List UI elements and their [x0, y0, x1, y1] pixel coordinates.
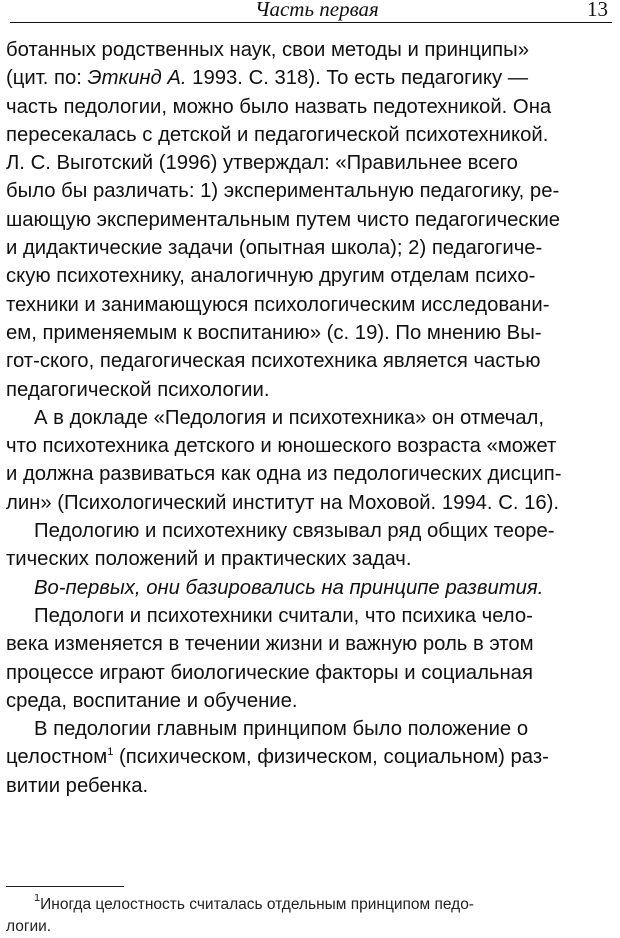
text-line: среда, воспитание и обучение.: [6, 689, 298, 712]
text-line: ботанных родственных наук, свои методы и принципы»: [6, 39, 529, 61]
text-line: процессе играют биологические факторы и социальная: [6, 661, 533, 684]
text-line-citation: (цит. по: Эткинд А. 1993. С. 318). То есть педагогику —: [6, 67, 529, 90]
footnote-marker: 1: [34, 894, 41, 904]
italic-paragraph: Во-первых, они базировались на принципе развития.: [34, 576, 544, 599]
text-line: педагогической психологии.: [6, 378, 270, 401]
text-line: витии ребенка.: [6, 774, 149, 797]
paragraph-start: А в докладе «Педология и психотехника» он отмечал,: [34, 406, 545, 429]
footnote-reference[interactable]: 1: [107, 746, 114, 759]
running-header: [10, 0, 612, 23]
cited-author: Эткинд А.: [87, 67, 187, 90]
text-line: века изменяется в течении жизни и важную роль в этом: [6, 633, 534, 656]
text-line: и дидактические задачи (опытная школа); 2) педагогиче-: [6, 237, 543, 260]
text-line: шающую экспериментальным путем чисто педагогические: [6, 208, 561, 231]
text-line: пересекалась с детской и педагогической психотехникой.: [6, 123, 549, 146]
text-line: ем, применяемым к воспитанию» (с. 19). По мнению Вы-: [6, 321, 542, 344]
footnote-divider: [6, 886, 124, 887]
text-line: Л. С. Выготский (1996) утверждал: «Правильнее всего: [6, 152, 518, 175]
footnote-line: $^1$Иногда целостность считалась отдельным принципом педо-: [34, 894, 474, 913]
paragraph-start: В педологии главным принципом было положение о: [34, 718, 529, 741]
text-line: техники и занимающуюся психологическим исследовани-: [6, 293, 550, 316]
footnote: [6, 894, 616, 938]
text-line: часть педологии, можно было назвать педотехникой. Она: [6, 95, 552, 118]
text-line: было бы различать: 1) экспериментальную педагогику, ре-: [6, 180, 560, 203]
text-line: и должна развиваться как одна из педологических дисцип-: [6, 463, 562, 486]
running-title: Часть первая: [255, 0, 379, 21]
text-line: гот-ского, педагогическая психотехника является частью: [6, 350, 541, 373]
text-line-with-footnote: целостном$^1$ (психическом, физическом, социальном) раз-: [6, 746, 549, 769]
main-text: [6, 36, 616, 800]
text-line: тических положений и практических задач.: [6, 548, 412, 571]
paragraph-start: Педологию и психотехнику связывал ряд общих теоре-: [34, 520, 555, 543]
text-line: лин» (Психологический институт на Моховой. 1994. С. 16).: [6, 491, 560, 514]
paragraph-start: Педологи и психотехники считали, что психика чело-: [34, 604, 533, 627]
text-line: что психотехника детского и юношеского возраста «может: [6, 435, 557, 458]
text-line: скую психотехнику, аналогичную другим отделам психо-: [6, 265, 536, 288]
page-number: 13: [587, 0, 608, 21]
footnote-line: логии.: [6, 918, 52, 935]
